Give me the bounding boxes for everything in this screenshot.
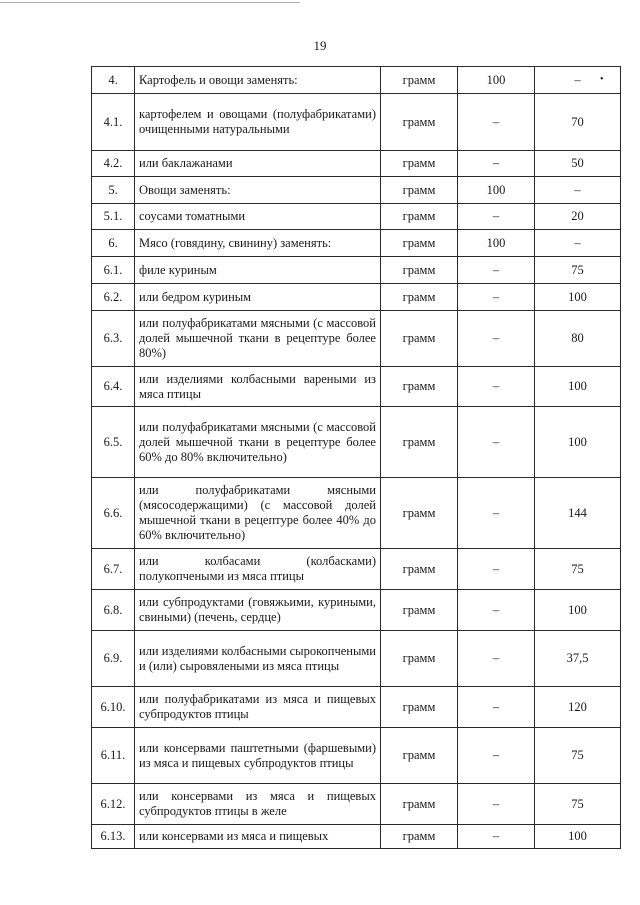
base-quantity: – — [458, 151, 535, 177]
product-name: или изделиями колбасными вареными из мяса птицы — [135, 367, 381, 407]
unit: грамм — [381, 728, 458, 784]
table-row — [92, 631, 621, 687]
unit: грамм — [381, 284, 458, 311]
base-quantity: – — [458, 784, 535, 825]
product-name: Картофель и овощи заменять: — [135, 67, 381, 94]
base-quantity: – — [458, 94, 535, 151]
row-number: 6.10. — [92, 687, 135, 728]
row-number: 6. — [92, 230, 135, 257]
base-quantity: – — [458, 590, 535, 631]
row-number: 6.6. — [92, 478, 135, 549]
table-row — [92, 151, 621, 177]
substitute-quantity: 50 — [535, 151, 621, 177]
unit: грамм — [381, 311, 458, 367]
table-row — [92, 407, 621, 478]
unit: грамм — [381, 204, 458, 230]
substitute-quantity: – — [535, 230, 621, 257]
unit: грамм — [381, 549, 458, 590]
substitute-quantity: 120 — [535, 687, 621, 728]
table-row — [92, 204, 621, 230]
product-name: или полуфабрикатами мясными (с массовой долей мышечной ткани в рецептуре более 80%) — [135, 311, 381, 367]
margin-mark: • — [600, 74, 604, 85]
substitute-quantity: 75 — [535, 784, 621, 825]
base-quantity: – — [458, 549, 535, 590]
base-quantity: – — [458, 257, 535, 284]
row-number: 4. — [92, 67, 135, 94]
unit: грамм — [381, 687, 458, 728]
substitute-quantity: 80 — [535, 311, 621, 367]
unit: грамм — [381, 631, 458, 687]
table-row — [92, 549, 621, 590]
substitution-table — [91, 66, 621, 849]
product-name: или полуфабрикатами мясными (с массовой долей мышечной ткани в рецептуре более 60% до 80% включительно) — [135, 407, 381, 478]
table-row — [92, 311, 621, 367]
substitute-quantity: 100 — [535, 590, 621, 631]
base-quantity: – — [458, 284, 535, 311]
unit: грамм — [381, 590, 458, 631]
row-number: 6.12. — [92, 784, 135, 825]
row-number: 6.3. — [92, 311, 135, 367]
page-number: 19 — [313, 38, 327, 53]
row-number: 5.1. — [92, 204, 135, 230]
table-row — [92, 257, 621, 284]
substitute-quantity: 75 — [535, 549, 621, 590]
product-name: или консервами из мяса и пищевых субпродуктов птицы в желе — [135, 784, 381, 825]
substitute-quantity: 100 — [535, 284, 621, 311]
product-name: Овощи заменять: — [135, 177, 381, 204]
substitute-quantity: 75 — [535, 728, 621, 784]
base-quantity: – — [458, 687, 535, 728]
substitute-quantity: 37,5 — [535, 631, 621, 687]
row-number: 5. — [92, 177, 135, 204]
unit: грамм — [381, 825, 458, 849]
unit: грамм — [381, 67, 458, 94]
base-quantity: – — [458, 204, 535, 230]
substitute-quantity: – — [535, 177, 621, 204]
row-number: 6.1. — [92, 257, 135, 284]
base-quantity: 100 — [458, 67, 535, 94]
product-name: или бедром куриным — [135, 284, 381, 311]
product-name: или изделиями колбасными сырокопчеными и (или) сыровялеными из мяса птицы — [135, 631, 381, 687]
table-row — [92, 687, 621, 728]
table-row — [92, 230, 621, 257]
substitute-quantity: 75 — [535, 257, 621, 284]
product-name: или колбасами (колбасками) полукопчеными из мяса птицы — [135, 549, 381, 590]
table-row — [92, 367, 621, 407]
row-number: 6.2. — [92, 284, 135, 311]
unit: грамм — [381, 367, 458, 407]
base-quantity: – — [458, 631, 535, 687]
table-row — [92, 825, 621, 849]
base-quantity: – — [458, 407, 535, 478]
row-number: 6.4. — [92, 367, 135, 407]
base-quantity: – — [458, 825, 535, 849]
base-quantity: – — [458, 728, 535, 784]
top-rule — [0, 2, 300, 3]
base-quantity: – — [458, 367, 535, 407]
product-name: картофелем и овощами (полуфабрикатами) очищенными натуральными — [135, 94, 381, 151]
product-name: или консервами паштетными (фаршевыми) из мяса и пищевых субпродуктов птицы — [135, 728, 381, 784]
table-row — [92, 478, 621, 549]
product-name: или субпродуктами (говяжьими, куриными, свиными) (печень, сердце) — [135, 590, 381, 631]
unit: грамм — [381, 784, 458, 825]
table-row — [92, 284, 621, 311]
product-name: или полуфабрикатами из мяса и пищевых субпродуктов птицы — [135, 687, 381, 728]
row-number: 4.2. — [92, 151, 135, 177]
table-row — [92, 94, 621, 151]
substitute-quantity: 70 — [535, 94, 621, 151]
unit: грамм — [381, 257, 458, 284]
base-quantity: – — [458, 311, 535, 367]
unit: грамм — [381, 407, 458, 478]
unit: грамм — [381, 177, 458, 204]
row-number: 6.13. — [92, 825, 135, 849]
row-number: 6.8. — [92, 590, 135, 631]
row-number: 6.5. — [92, 407, 135, 478]
substitute-quantity: – — [535, 67, 621, 94]
substitute-quantity: 20 — [535, 204, 621, 230]
table-row — [92, 177, 621, 204]
product-name: Мясо (говядину, свинину) заменять: — [135, 230, 381, 257]
table-row — [92, 67, 621, 94]
table-row — [92, 728, 621, 784]
base-quantity: 100 — [458, 230, 535, 257]
unit: грамм — [381, 478, 458, 549]
unit: грамм — [381, 94, 458, 151]
table-row — [92, 590, 621, 631]
base-quantity: 100 — [458, 177, 535, 204]
product-name: соусами томатными — [135, 204, 381, 230]
unit: грамм — [381, 151, 458, 177]
row-number: 6.11. — [92, 728, 135, 784]
product-name: или консервами из мяса и пищевых — [135, 825, 381, 849]
substitute-quantity: 144 — [535, 478, 621, 549]
product-name: филе куриным — [135, 257, 381, 284]
substitute-quantity: 100 — [535, 367, 621, 407]
table-row — [92, 784, 621, 825]
product-name: или полуфабрикатами мясными (мясосодержащими) (с массовой долей мышечной ткани в рецептуре более 40% до 60% включительно) — [135, 478, 381, 549]
substitute-quantity: 100 — [535, 825, 621, 849]
row-number: 4.1. — [92, 94, 135, 151]
product-name: или баклажанами — [135, 151, 381, 177]
base-quantity: – — [458, 478, 535, 549]
row-number: 6.9. — [92, 631, 135, 687]
unit: грамм — [381, 230, 458, 257]
substitute-quantity: 100 — [535, 407, 621, 478]
row-number: 6.7. — [92, 549, 135, 590]
